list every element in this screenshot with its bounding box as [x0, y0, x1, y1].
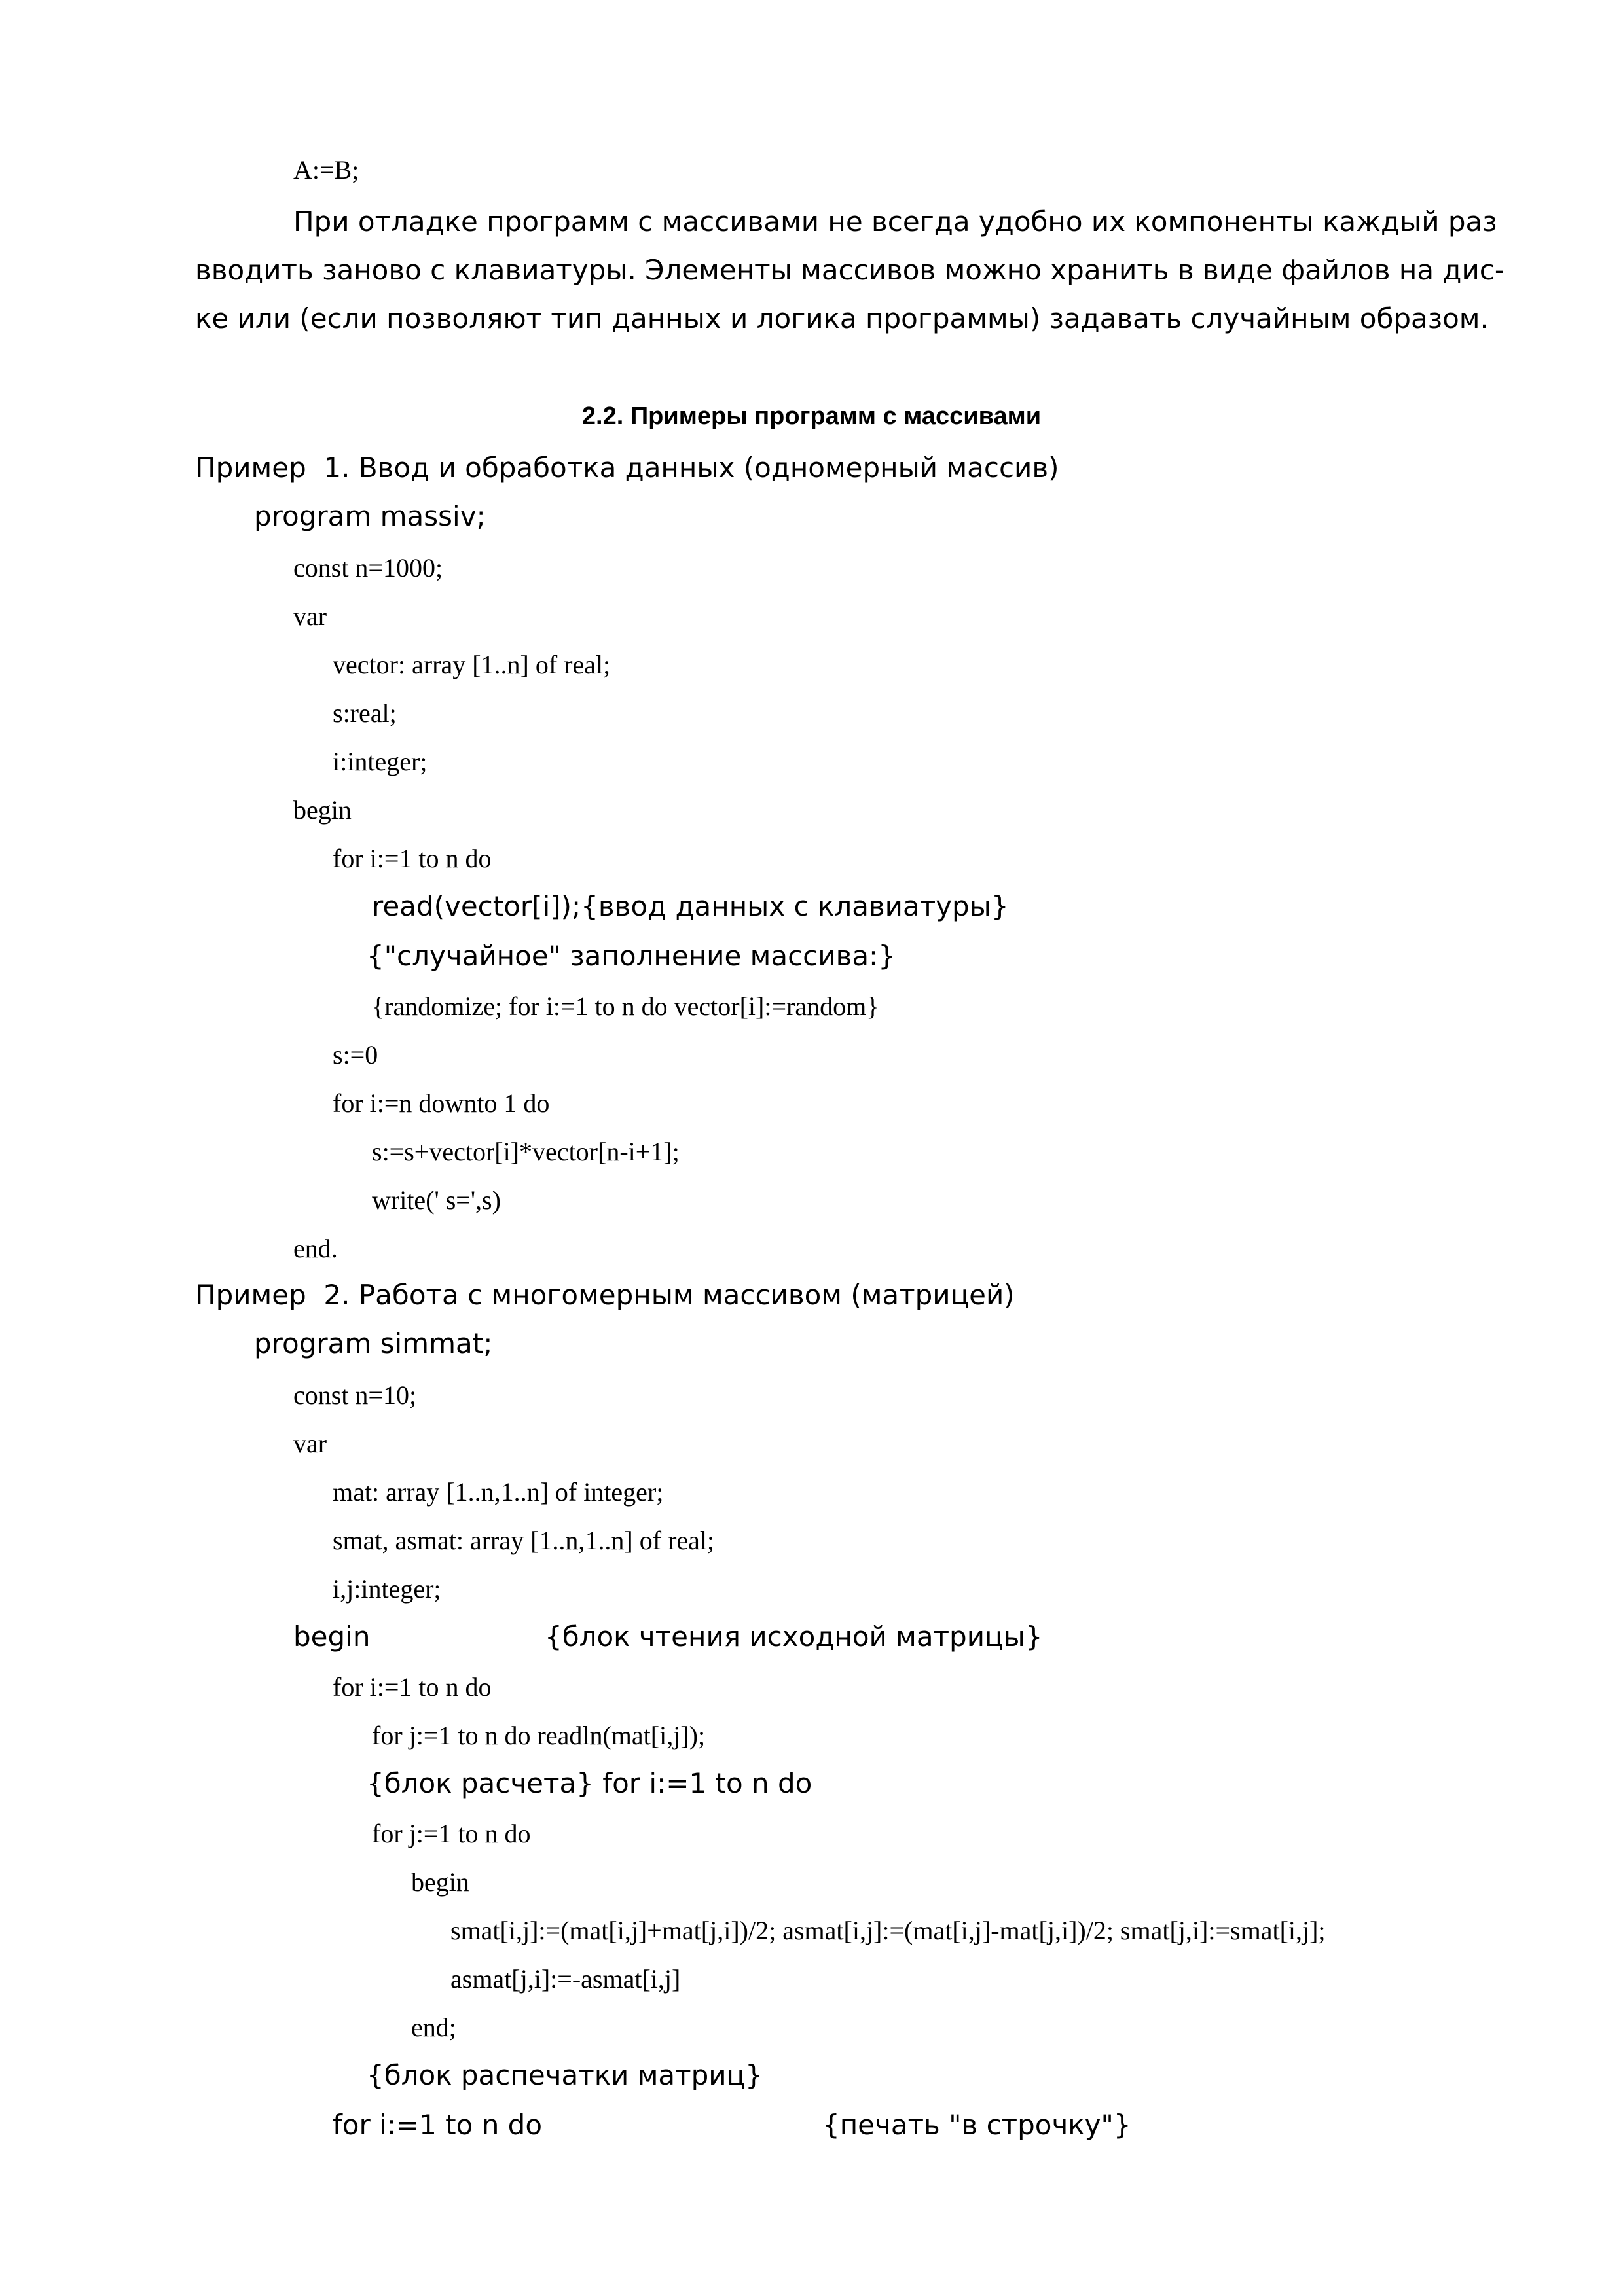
- example2-inner-begin: begin: [411, 1867, 469, 1897]
- example2-for-j-calc: for j:=1 to n do: [372, 1819, 531, 1848]
- assign-line: A:=B;: [293, 155, 359, 185]
- paragraph-line-3: ке или (если позволяют тип данных и логика программы) задавать случайным образом.: [195, 302, 1489, 334]
- example1-for-downto: for i:=n downto 1 do: [333, 1088, 550, 1118]
- example2-title: Пример 2. Работа с многомерным массивом (матрицей): [195, 1279, 1015, 1311]
- example2-for-j-read: for j:=1 to n do readln(mat[i,j]);: [372, 1721, 706, 1750]
- example2-print-comment: {блок распечатки матриц}: [367, 2059, 763, 2091]
- example1-read-line: read(vector[i]);{ввод данных с клавиатуры}: [372, 890, 1009, 922]
- example2-decl-ij: i,j:integer;: [333, 1574, 441, 1604]
- example2-var-line: var: [293, 1429, 327, 1458]
- example2-calc-line2: asmat[j,i]:=-asmat[i,j]: [450, 1964, 681, 1994]
- example2-begin-comment: {блок чтения исходной матрицы}: [545, 1621, 1043, 1653]
- example2-calc-line1: smat[i,j]:=(mat[i,j]+mat[j,i])/2; asmat[i,j]:=(mat[i,j]-mat[j,i])/2; smat[j,i]:=smat[i,j];: [450, 1916, 1326, 1945]
- example2-for-i-read: for i:=1 to n do: [333, 1672, 492, 1702]
- example1-for-read: for i:=1 to n do: [333, 844, 492, 873]
- paragraph-line-1: При отладке программ с массивами не всегда удобно их компоненты каждый раз: [293, 206, 1497, 238]
- example1-end-line: end.: [293, 1234, 338, 1263]
- example1-var-line: var: [293, 601, 327, 631]
- example1-write-line: write(' s=',s): [372, 1185, 501, 1215]
- example2-decl-mat: mat: array [1..n,1..n] of integer;: [333, 1477, 664, 1507]
- example1-program-line: program massiv;: [254, 500, 486, 532]
- example1-title: Пример 1. Ввод и обработка данных (одномерный массив): [195, 452, 1059, 484]
- example1-randomize-line: {randomize; for i:=1 to n do vector[i]:=random}: [372, 992, 879, 1021]
- example1-decl-s: s:real;: [333, 698, 397, 728]
- example1-decl-vector: vector: array [1..n] of real;: [333, 650, 611, 679]
- example2-const-line: const n=10;: [293, 1380, 417, 1410]
- example2-begin-keyword: begin: [293, 1621, 371, 1653]
- example1-comment-random: {"случайное" заполнение массива:}: [367, 940, 896, 972]
- example2-calc-comment: {блок расчета} for i:=1 to n do: [367, 1767, 812, 1799]
- example1-const-line: const n=1000;: [293, 553, 443, 583]
- example2-for-print: for i:=1 to n do: [333, 2109, 543, 2141]
- example2-inner-end: end;: [411, 2013, 456, 2042]
- example1-s-init: s:=0: [333, 1040, 378, 1069]
- section-heading: 2.2. Примеры программ с массивами: [581, 403, 1042, 430]
- example1-decl-i: i:integer;: [333, 747, 428, 776]
- paragraph-line-2: вводить заново с клавиатуры. Элементы массивов можно хранить в виде файлов на дис-: [195, 254, 1504, 286]
- example1-s-calc: s:=s+vector[i]*vector[n-i+1];: [372, 1137, 680, 1166]
- example2-print-line-comment: {печать "в строчку"}: [822, 2109, 1131, 2141]
- example2-program-line: program simmat;: [254, 1327, 493, 1359]
- example2-decl-smat: smat, asmat: array [1..n,1..n] of real;: [333, 1526, 715, 1555]
- example1-begin-line: begin: [293, 795, 352, 825]
